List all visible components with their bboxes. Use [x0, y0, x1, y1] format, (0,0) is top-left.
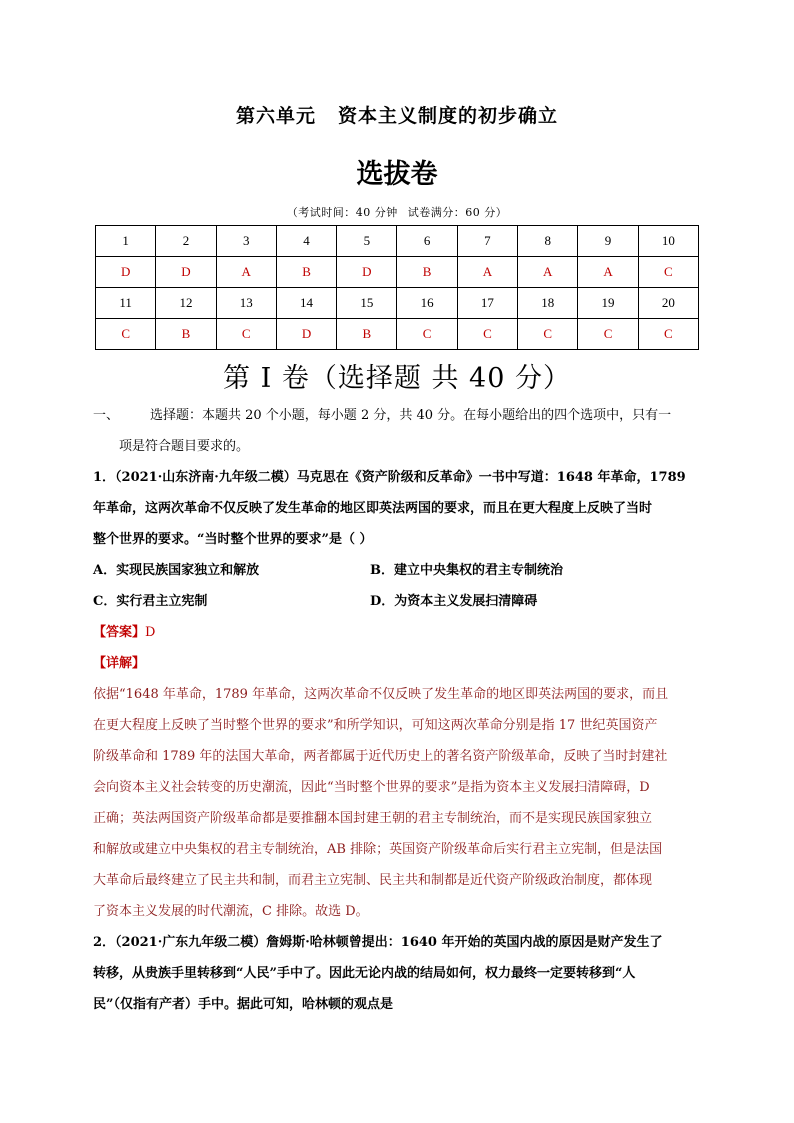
option-a: A．实现民族国家独立和解放 [93, 563, 260, 578]
table-cell: 6 [397, 226, 457, 257]
instruction-text: 选择题：本题共 20 个小题，每小题 2 分，共 40 分。在每小题给出的四个选项中，只有一 [150, 408, 672, 423]
section-instructions [93, 400, 705, 431]
answer-cell: A [216, 257, 276, 288]
answer-cell: A [578, 257, 638, 288]
table-row-numbers-1 [96, 226, 699, 257]
table-cell: 15 [337, 288, 397, 319]
table-cell: 9 [578, 226, 638, 257]
table-cell: 20 [638, 288, 698, 319]
answer-cell: A [518, 257, 578, 288]
table-cell: 5 [337, 226, 397, 257]
table-row-answers-2 [96, 319, 699, 350]
answer-cell: C [457, 319, 517, 350]
table-cell: 7 [457, 226, 517, 257]
detail-line: 会向资本主义社会转变的历史潮流，因此“当时整个世界的要求”是指为资本主义发展扫清障碍，D [93, 780, 650, 795]
instruction-number: 一、 [93, 408, 120, 423]
answer-cell: C [638, 319, 698, 350]
table-row-numbers-2 [96, 288, 699, 319]
answer-cell: C [518, 319, 578, 350]
answer-table [95, 225, 699, 350]
answer-cell: C [397, 319, 457, 350]
table-cell: 10 [638, 226, 698, 257]
answer-cell: D [276, 319, 336, 350]
answer-cell: B [276, 257, 336, 288]
table-cell: 17 [457, 288, 517, 319]
table-cell: 13 [216, 288, 276, 319]
question-1-line: 1．（2021·山东济南·九年级二模）马克思在《资产阶级和反革命》一书中写道：1648 年革命，1789 [93, 470, 686, 485]
question-2-line: 2．（2021·广东九年级二模）詹姆斯·哈林顿曾提出：1640 年开始的英国内战的原因是财产发生了 [93, 935, 663, 950]
answer-cell: B [397, 257, 457, 288]
option-d: D．为资本主义发展扫清障碍 [370, 594, 538, 609]
table-row-answers-1 [96, 257, 699, 288]
option-c: C．实行君主立宪制 [93, 594, 208, 609]
answer-cell: D [156, 257, 216, 288]
answer-cell: D [96, 257, 156, 288]
detail-line: 正确；英法两国资产阶级革命都是要推翻本国封建王朝的君主专制统治，而不是实现民族国家独立 [93, 811, 653, 826]
detail-line: 阶级革命和 1789 年的法国大革命，两者都属于近代历史上的著名资产阶级革命，反映了当时封建社 [93, 749, 668, 764]
question-2-line: 民”（仅指有产者）手中。据此可知，哈林顿的观点是 [93, 997, 393, 1012]
question-1-line: 整个世界的要求。“当时整个世界的要求”是（ ） [93, 532, 373, 547]
detail-line: 和解放或建立中央集权的君主专制统治，AB 排除；英国资产阶级革命后实行君主立宪制，但是法国 [93, 842, 663, 857]
answer-label: 【答案】 [93, 625, 146, 640]
answer-cell: C [578, 319, 638, 350]
detail-line: 依据“1648 年革命，1789 年革命，这两次革命不仅反映了发生革命的地区即英法两国的要求，而且 [93, 687, 669, 702]
answer-value: D [145, 625, 156, 640]
instruction-text-cont: 项是符合题目要求的。 [119, 439, 250, 454]
exam-time: （考试时间：40 分钟 [286, 206, 398, 219]
question-1-options-row [93, 586, 705, 617]
table-cell: 19 [578, 288, 638, 319]
detail-label: 【详解】 [93, 656, 146, 671]
table-cell: 18 [518, 288, 578, 319]
content [93, 400, 705, 1020]
paper-type: 选拔卷 [356, 159, 438, 190]
answer-cell: A [457, 257, 517, 288]
answer-line [93, 617, 705, 648]
table-cell: 16 [397, 288, 457, 319]
table-cell: 14 [276, 288, 336, 319]
answer-cell: C [96, 319, 156, 350]
detail-line: 大革命后最终建立了民主共和制，而君主立宪制、民主共和制都是近代资产阶级政治制度，都体现 [93, 873, 653, 888]
detail-line: 在更大程度上反映了当时整个世界的要求”和所学知识，可知这两次革命分别是指 17 世纪英国资产 [93, 718, 658, 733]
exam-info [0, 204, 794, 220]
answer-cell: C [216, 319, 276, 350]
table-cell: 2 [156, 226, 216, 257]
detail-line: 了资本主义发展的时代潮流，C 排除。故选 D。 [93, 904, 369, 919]
option-b: B．建立中央集权的君主专制统治 [370, 563, 563, 578]
question-1-line: 年革命，这两次革命不仅反映了发生革命的地区即英法两国的要求，而且在更大程度上反映了当时 [93, 501, 653, 516]
question-1-options-row [93, 555, 705, 586]
table-cell: 11 [96, 288, 156, 319]
table-cell: 1 [96, 226, 156, 257]
table-cell: 12 [156, 288, 216, 319]
question-2-line: 转移，从贵族手里转移到“人民”手中了。因此无论内战的结局如何，权力最终一定要转移到“人 [93, 966, 636, 981]
full-score: 试卷满分：60 分） [407, 206, 508, 219]
table-cell: 4 [276, 226, 336, 257]
table-cell: 8 [518, 226, 578, 257]
section-title: 第 I 卷（选择题 共 40 分） [223, 363, 571, 394]
answer-cell: B [337, 319, 397, 350]
answer-cell: C [638, 257, 698, 288]
table-cell: 3 [216, 226, 276, 257]
unit-label: 第六单元 [235, 105, 316, 127]
answer-cell: D [337, 257, 397, 288]
answer-cell: B [156, 319, 216, 350]
unit-title: 资本主义制度的初步确立 [338, 105, 559, 127]
page-title [0, 101, 794, 128]
